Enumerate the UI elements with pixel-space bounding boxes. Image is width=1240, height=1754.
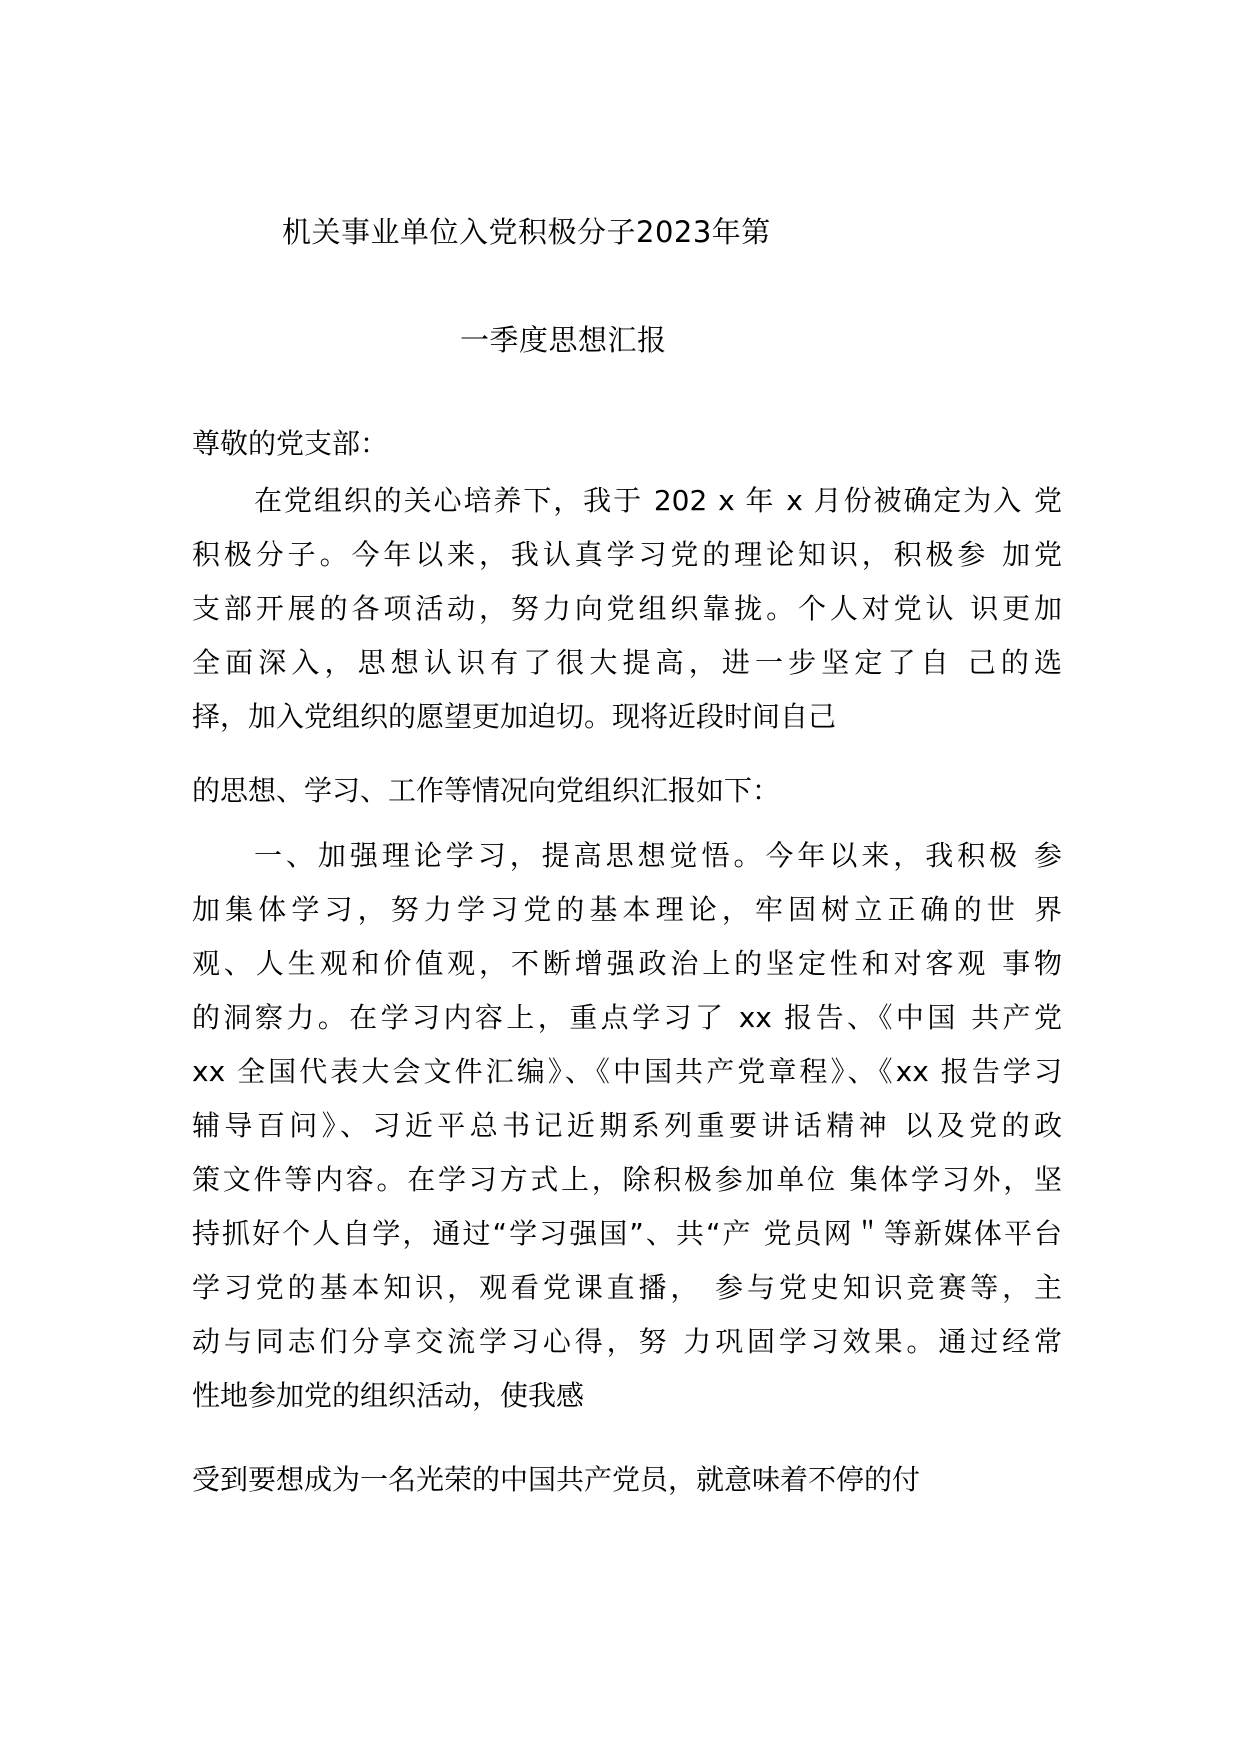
body-line: 择，加入党组织的愿望更加迫切。现将近段时间自己 xyxy=(192,700,837,733)
document-title-line-2: 一季度思想汇报 xyxy=(460,323,667,357)
body-line: 积极分子。今年以来，我认真学习党的理论知识，积极参 加党 xyxy=(192,538,1062,571)
body-line: 观、人生观和价值观，不断增强政治上的坚定性和对客观 事物 xyxy=(192,947,1062,980)
body-line: 一、加强理论学习，提高思想觉悟。今年以来，我积极 参 xyxy=(254,839,1062,872)
body-line: 支部开展的各项活动，努力向党组织靠拢。个人对党认 识更加 xyxy=(192,592,1062,625)
body-line: 受到要想成为一名光荣的中国共产党员，就意味着不停的付 xyxy=(192,1463,921,1496)
body-line: 的思想、学习、工作等情况向党组织汇报如下： xyxy=(192,774,781,807)
body-line: 性地参加党的组织活动，使我感 xyxy=(192,1379,585,1412)
document-title-line-1: 机关事业单位入党积极分子2023年第 xyxy=(282,215,771,249)
body-line: 的洞察力。在学习内容上，重点学习了 xx 报告、《中国 共产党 xyxy=(192,1001,1062,1034)
body-line: 全面深入，思想认识有了很大提高，进一步坚定了自 己的选 xyxy=(192,646,1062,679)
body-line: 在党组织的关心培养下，我于 202 x 年 x 月份被确定为入 党 xyxy=(254,484,1062,517)
body-line: xx 全国代表大会文件汇编》、《中国共产党章程》、《xx 报告学习 xyxy=(192,1055,1062,1088)
body-line: 加集体学习，努力学习党的基本理论，牢固树立正确的世 界 xyxy=(192,893,1062,926)
body-line: 学习党的基本知识，观看党课直播， 参与党史知识竞赛等，主 xyxy=(192,1271,1062,1304)
salutation: 尊敬的党支部： xyxy=(192,427,389,460)
body-line: 策文件等内容。在学习方式上，除积极参加单位 集体学习外，坚 xyxy=(192,1163,1062,1196)
body-line: 辅导百问》、习近平总书记近期系列重要讲话精神 以及党的政 xyxy=(192,1109,1062,1142)
body-line: 动与同志们分享交流学习心得，努 力巩固学习效果。通过经常 xyxy=(192,1325,1062,1358)
body-line: 持抓好个人自学，通过“学习强国”、共“产 党员网＂等新媒体平台 xyxy=(192,1217,1062,1250)
